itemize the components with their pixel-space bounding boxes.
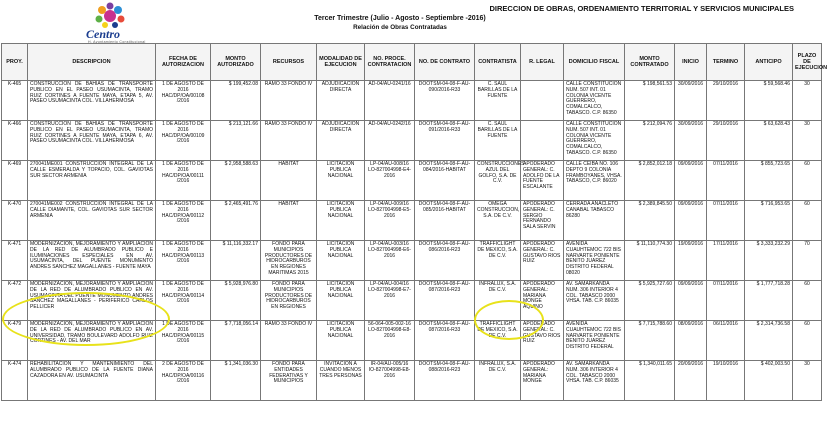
cell-contratista: TRAFFICLIGHT DE MEXICO, S.A. DE C.V. [475, 321, 521, 361]
cell-plazo: 30 [793, 361, 822, 401]
cell-recursos: RAMO 33 FONDO IV [261, 321, 317, 361]
column-header: FECHA DE AUTORIZACION [156, 44, 211, 81]
cell-domicilio: AV. SAMARKANDA NUM. 306 INTERIOR 4 COL. TABASCO 2000 VHSA. TAB. C.P. 86035 [564, 281, 625, 321]
cell-proceso: AD-04/AU-0241/16 [365, 81, 415, 121]
report-subtitle: Relación de Obras Contratadas [353, 24, 447, 31]
cell-termino: 19/10/2016 [707, 361, 745, 401]
cell-inicio: 09/09/2016 [675, 161, 707, 201]
cell-inicio: 30/09/2016 [675, 81, 707, 121]
cell-plazo: 30 [793, 81, 822, 121]
cell-contratista: C. SAUL BARILLAS DE LA FUENTE [475, 121, 521, 161]
logo-emblem-icon [88, 2, 132, 30]
table-row [2, 121, 822, 161]
cell-proy: K-479 [2, 321, 28, 361]
cell-contrato: DOOTSM-04-08-F-AU-087/2016-R33 [415, 321, 475, 361]
cell-contratista: C. SAUL BARILLAS DE LA FUENTE [475, 81, 521, 121]
cell-domicilio: CALLE CEIBA NO. 106 DEPTO 9 COLONIA FRAMBOYANES, VHSA. TABASCO, C.P. 86020 [564, 161, 625, 201]
cell-proy: K-471 [2, 241, 28, 281]
cell-monto-con: $ 212,094.76 [625, 121, 675, 161]
cell-termino: 29/10/2016 [707, 121, 745, 161]
cell-proy: K-465 [2, 81, 28, 121]
cell-termino: 07/11/2016 [707, 281, 745, 321]
cell-recursos: HABITAT [261, 201, 317, 241]
cell-plazo: 60 [793, 161, 822, 201]
cell-recursos: RAMO 33 FONDO IV [261, 81, 317, 121]
cell-monto-aut: $ 199,452.08 [211, 81, 261, 121]
cell-anticipo: $ 402,003.50 [745, 361, 793, 401]
contracts-table [1, 43, 827, 401]
cell-descripcion: MODERNIZACION, MEJORAMIENTO Y AMPLIACION DE LA RED DE ALUMBRADO PUBLICO EN AV. UNIVERSIDAD, TRAMO BOULEVARD ADOLFO RUIZ CORTINES - AV. DEL MAR [28, 321, 156, 361]
table-row [2, 321, 822, 361]
cell-fecha: 1 DE AGOSTO DE 2016 HAC/DP/OA/00109 /2016 [156, 121, 211, 161]
cell-contrato: DOOTSM-04-08-F-AU-091/2016-R33 [415, 121, 475, 161]
cell-recursos: FONDO PARA ENTIDADES FEDERATIVAS Y MUNICIPIOS [261, 361, 317, 401]
cell-contrato: DOOTSM-04-08-F-AU-087/2016-R23 [415, 281, 475, 321]
cell-monto-aut: $ 213,121.66 [211, 121, 261, 161]
cell-descripcion: REHABILITACION Y MANTENIMIENTO DEL ALUMBRADO PUBLICO DE LA FUENTE DIANA CAZADORA EN AV. USUMACINTA [28, 361, 156, 401]
cell-domicilio: AVENIDA CUAUHTEMOC 722 BIS NARVARTE PONIENTE BENITO JUAREZ DISTRITO FEDERAL 08020 [564, 241, 625, 281]
cell-legal: APODERADO GENERAL: C. GUSTAVO RIOS RUIZ [521, 241, 564, 281]
cell-plazo: 60 [793, 281, 822, 321]
cell-monto-con: $ 2,852,012.18 [625, 161, 675, 201]
cell-monto-aut: $ 7,718,056.14 [211, 321, 261, 361]
column-header: MONTO AUTORIZADO [211, 44, 261, 81]
column-header: DOMICILIO FISCAL [564, 44, 625, 81]
cell-plazo: 70 [793, 241, 822, 281]
cell-monto-aut: $ 2,958,588.63 [211, 161, 261, 201]
cell-fecha: 1 DE AGOSTO DE 2016 HAC/DP/OA/00111 /2016 [156, 161, 211, 201]
cell-recursos: HABITAT [261, 161, 317, 201]
cell-contratista: TRAFFICLIGHT DE MEXICO, S.A. DE C.V. [475, 241, 521, 281]
cell-modalidad: LICITACION PUBLICA NACIONAL [317, 201, 365, 241]
cell-plazo: 60 [793, 201, 822, 241]
cell-contrato: DOOTSM-04-08-F-AU-084/2016-HABITAT [415, 161, 475, 201]
cell-fecha: 1 DE AGOSTO DE 2016 HAC/DP/OA/00114 /2016 [156, 281, 211, 321]
column-header: TERMINO [707, 44, 745, 81]
cell-recursos: FONDO PARA MUNICIPIOS PRODUCTORES DE HIDROCARBUROS EN REGIONES [261, 281, 317, 321]
cell-monto-aut: $ 1,341,036.30 [211, 361, 261, 401]
cell-termino: 06/11/2016 [707, 321, 745, 361]
cell-inicio: 08/09/2016 [675, 321, 707, 361]
cell-contratista: OMEGA CONSTRUCCION, S.A. DE C.V. [475, 201, 521, 241]
cell-monto-aut: $ 5,928,976.80 [211, 281, 261, 321]
cell-descripcion: MODERNIZACION, MEJORAMIENTO Y AMPLIACION DE LA RED DE ALUMBRADO PUBLICO EN AV. USUMACINTA DEL PUENTE MONUMENTO ANDRES SANCHEZ MAGALLANES - PERIFERICO CARLOS PELLICER [28, 281, 156, 321]
cell-anticipo: $ 63,628.43 [745, 121, 793, 161]
cell-fecha: 1 DE AGOSTO DE 2016 HAC/DP/OA/00112 /2016 [156, 201, 211, 241]
column-header: CONTRATISTA [475, 44, 521, 81]
cell-monto-con: $ 7,715,788.60 [625, 321, 675, 361]
column-header: INICIO [675, 44, 707, 81]
cell-inicio: 09/09/2016 [675, 281, 707, 321]
cell-domicilio: AV. SAMARKANDA NUM. 306 INTERIOR 4 COL. TABASCO 2000 VHSA. TAB. C.P. 86035 [564, 361, 625, 401]
cell-legal: APODERADO GENERAL: C. ADOLFO DE LA FUENTE ESCALANTE [521, 161, 564, 201]
cell-contratista: CONSTRUCCIONES AZUL DEL GOLFO, S.A. DE C.V. [475, 161, 521, 201]
cell-proceso: LP-04/AU-008/16 LO-827004998-E4-2016 [365, 161, 415, 201]
cell-inicio: 19/09/2016 [675, 241, 707, 281]
cell-domicilio: CALLE CONSTITUCION NUM. 507 INT. 01 COLONIA VICENTE GUERRERO, COMALCALCO, TABASCO. C.P. 86350 [564, 121, 625, 161]
column-header: RECURSOS [261, 44, 317, 81]
cell-proceso: AD-04/AU-0242/16 [365, 121, 415, 161]
cell-modalidad: LICITACION PUBLICA NACIONAL [317, 241, 365, 281]
cell-inicio: 30/09/2016 [675, 121, 707, 161]
cell-termino: 17/11/2016 [707, 241, 745, 281]
column-header: MONTO CONTRATADO [625, 44, 675, 81]
cell-modalidad: ADJUDICACION DIRECTA [317, 81, 365, 121]
cell-domicilio: CERRADA ANACLETO CANABAL TABASCO 86280 [564, 201, 625, 241]
cell-fecha: 1 DE AGOSTO DE 2016 HAC/DP/OA/00113 /2016 [156, 241, 211, 281]
cell-fecha: 2 DE AGOSTO DE 2016 HAC/DP/OA/00116 /2016 [156, 361, 211, 401]
report-period: Tercer Trimestre (Julio - Agosto - Septiembre -2016) [314, 15, 486, 22]
cell-proceso: IR-04/AU-005/16 IO-827004998-E8-2016 [365, 361, 415, 401]
table-row [2, 201, 822, 241]
cell-modalidad: LICITACION PUBLICA NACIONAL [317, 281, 365, 321]
cell-recursos: FONDO PARA MUNICIPIOS PRODUCTORES DE HIDROCARBUROS EN REGIONES MARITIMAS 2015 [261, 241, 317, 281]
cell-descripcion: CONSTRUCCION DE BAHIAS DE TRANSPORTE PUBLICO EN EL PASEO USUMACINTA, TRAMO RUIZ CORTINES A FUENTE MAYA, ETAPA 6, AV. PASEO USUMACINTA COL. VILLAHERMOSA [28, 121, 156, 161]
cell-modalidad: LICITACION PUBLICA NACIONAL [317, 321, 365, 361]
cell-descripcion: 270041ME002 CONSTRUCCION INTEGRAL DE LA CALLE DIAMANTE, COL. GAVIOTAS SUR SECTOR ARMENIA [28, 201, 156, 241]
column-header: NO. DE CONTRATO [415, 44, 475, 81]
column-header: DESCRIPCION [28, 44, 156, 81]
cell-descripcion: 270041ME001 CONSTRUCCION INTEGRAL DE LA CALLE ESMERALDA Y TOPACIO, COL. GAVIOTAS SUR SECTOR ARMENIA [28, 161, 156, 201]
cell-descripcion: CONSTRUCCION DE BAHIAS DE TRANSPORTE PUBLICO EN EL PASEO USUMACINTA, TRAMO RUIZ CORTINES A FUENTE MAYA, ETAPA 5, AV. PASEO USUMACINTA COL. VILLAHERMOSA [28, 81, 156, 121]
table-row [2, 161, 822, 201]
cell-legal: APODERADO GENERAL: MARIANA MONGE AQUINO [521, 281, 564, 321]
cell-fecha: 1 DE AGOSTO DE 2016 HAC/DP/OA/00115 /2016 [156, 321, 211, 361]
cell-monto-aut: $ 2,465,491.76 [211, 201, 261, 241]
cell-monto-con: $ 198,561.53 [625, 81, 675, 121]
cell-legal [521, 81, 564, 121]
cell-anticipo: $ 59,568.46 [745, 81, 793, 121]
cell-plazo: 60 [793, 321, 822, 361]
cell-anticipo: $ 3,333,232.29 [745, 241, 793, 281]
logo-wordmark: Centro [86, 27, 121, 41]
table-row [2, 281, 822, 321]
cell-legal: APODERADO GENERAL: MARIANA MONGE [521, 361, 564, 401]
cell-proy: K-472 [2, 281, 28, 321]
cell-contrato: DOOTSM-04-08-F-AU-090/2016-R33 [415, 81, 475, 121]
column-header: R. LEGAL [521, 44, 564, 81]
cell-proceso: LP-04/AU-003/16 LO-827004998-E6-2016 [365, 241, 415, 281]
cell-contratista: INFRALUX, S.A. DE C.V. [475, 281, 521, 321]
cell-anticipo: $ 2,314,736.58 [745, 321, 793, 361]
table-header-row [2, 44, 822, 81]
logo-subtitle: H. Ayuntamiento Constitucional [88, 40, 146, 44]
cell-anticipo: $ 716,953.65 [745, 201, 793, 241]
department-title: DIRECCION DE OBRAS, ORDENAMIENTO TERRITORIAL Y SERVICIOS MUNICIPALES [489, 4, 794, 13]
column-header: NO. PROCE. CONTRATACION [365, 44, 415, 81]
cell-contrato: DOOTSM-04-08-F-AU-085/2016-HABITAT [415, 201, 475, 241]
cell-descripcion: MODERNIZACION, MEJORAMIENTO Y AMPLIACION DE LA RED DE ALUMBRADO PUBLICO E ILUMINACIONES ESPECIALES EN AV. USUMACINTA, DEL PUENTE MONUMENTO ANDRES SANCHEZ MAGALLANES - FUENTE MAYA [28, 241, 156, 281]
cell-proceso: LP-04/AU-004/16 LO-827004998-E7-2016 [365, 281, 415, 321]
cell-anticipo: $ 855,723.65 [745, 161, 793, 201]
cell-termino: 29/10/2016 [707, 81, 745, 121]
table-row [2, 81, 822, 121]
cell-fecha: 1 DE AGOSTO DE 2016 HAC/DP/OA/00108 /2016 [156, 81, 211, 121]
cell-domicilio: CALLE CONSTITUCION NUM. 507 INT. 01 COLONIA VICENTE GUERRERO, COMALCALCO, TABASCO. C.P. 86350 [564, 81, 625, 121]
cell-modalidad: ADJUDICACION DIRECTA [317, 121, 365, 161]
cell-contrato: DOOTSM-04-08-F-AU-088/2016-R23 [415, 361, 475, 401]
cell-contratista: INFRALUX, S.A. DE C.V. [475, 361, 521, 401]
cell-anticipo: $ 1,777,718.28 [745, 281, 793, 321]
cell-plazo: 30 [793, 121, 822, 161]
cell-contrato: DOOTSM-04-08-F-AU-086/2016-R23 [415, 241, 475, 281]
cell-inicio: 20/09/2016 [675, 361, 707, 401]
cell-legal [521, 121, 564, 161]
cell-domicilio: AVENIDA CUAUHTEMOC 722 BIS NARVARTE PONIENTE BENITO JUAREZ DISTRITO FEDERAL [564, 321, 625, 361]
cell-monto-con: $ 1,340,011.65 [625, 361, 675, 401]
cell-monto-aut: $ 11,116,332.17 [211, 241, 261, 281]
cell-monto-con: $ 5,925,727.60 [625, 281, 675, 321]
cell-proy: K-466 [2, 121, 28, 161]
cell-termino: 07/11/2016 [707, 201, 745, 241]
table-row [2, 361, 822, 401]
cell-modalidad: LICITACION PUBLICA NACIONAL [317, 161, 365, 201]
cell-monto-con: $ 11,110,774.30 [625, 241, 675, 281]
column-header: PLAZO DE EJECUCION [793, 44, 822, 81]
cell-recursos: RAMO 33 FONDO IV [261, 121, 317, 161]
table-row [2, 241, 822, 281]
cell-proy: K-469 [2, 161, 28, 201]
cell-proceso: LP-04/AU-009/16 LO-827004998-E5-2016 [365, 201, 415, 241]
cell-proy: K-474 [2, 361, 28, 401]
column-header: MODALIDAD DE EJECUCION [317, 44, 365, 81]
column-header: ANTICIPO [745, 44, 793, 81]
cell-legal: APODERADO GENERAL: C. SERGIO FERNANDO SALA SERVIN [521, 201, 564, 241]
cell-monto-con: $ 2,389,845.50 [625, 201, 675, 241]
cell-modalidad: INVITACION A CUANDO MENOS TRES PERSONAS [317, 361, 365, 401]
column-header: PROY. [2, 44, 28, 81]
cell-proceso: 56-064-005-002-16 LO-827004998-E8-2016 [365, 321, 415, 361]
cell-proy: K-470 [2, 201, 28, 241]
cell-termino: 07/11/2016 [707, 161, 745, 201]
cell-legal: APODERADO GENERAL: C. GUSTAVO RIOS RUIZ [521, 321, 564, 361]
cell-inicio: 09/09/2016 [675, 201, 707, 241]
